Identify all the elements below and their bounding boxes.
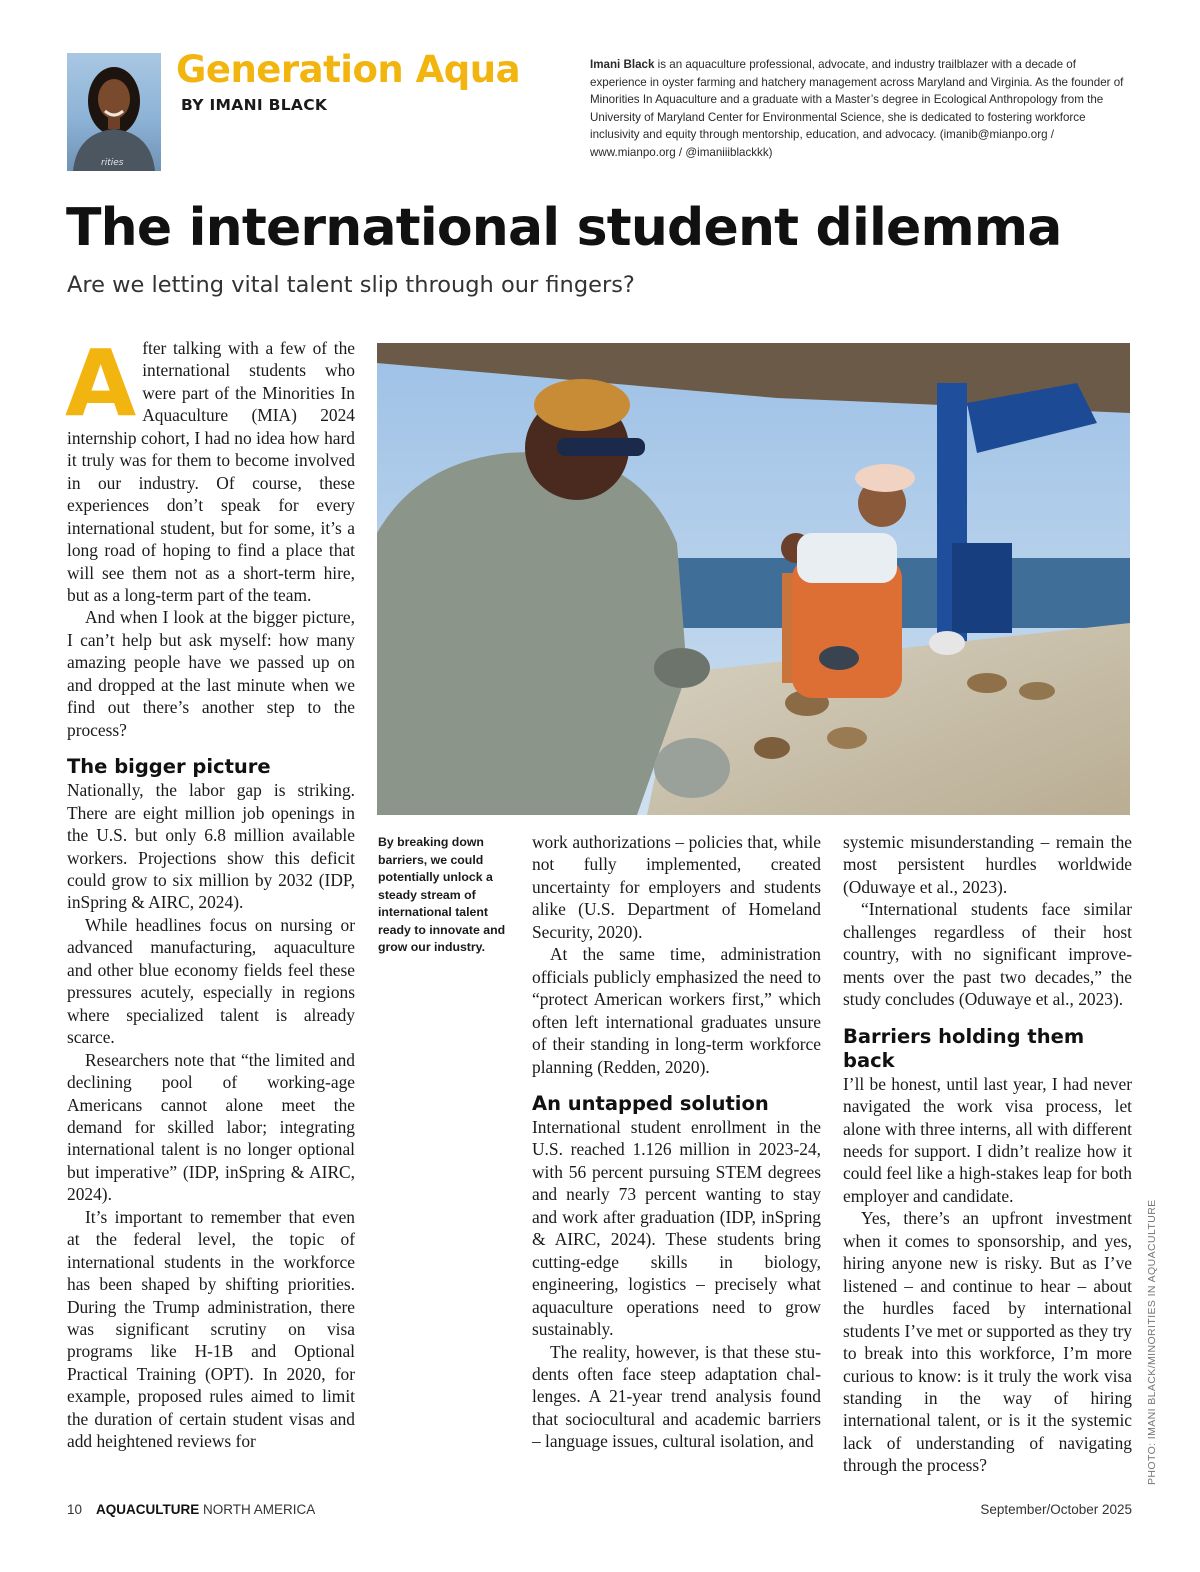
svg-text:rities: rities	[101, 158, 124, 168]
article-column-3	[843, 831, 1132, 1477]
magazine-name-bold: AQUACULTURE	[96, 1502, 200, 1517]
paragraph-4: While headlines focus on nursing or advanced manufacturing, aquaculture and other blue economy fields feel these pressures acutely, especially in regions where specialized talent is already scarce.	[67, 914, 355, 1048]
article-column-2	[532, 831, 821, 1453]
paragraph-9: The reality, however, is that these students often face steep adaptation challenges. A 21-year trend analysis found that sociocultural and academic barriers – language issues, cultural isolation, and	[532, 1341, 821, 1452]
subhead-barriers: Barriers holding them back	[843, 1024, 1085, 1072]
article-headline: The international student dilemma	[66, 198, 1062, 258]
bio-name: Imani Black	[590, 58, 655, 71]
page-number: 10	[67, 1502, 83, 1517]
author-photo	[67, 53, 161, 171]
drop-cap: A	[65, 330, 137, 437]
paragraph-3: Nationally, the labor gap is striking. There are eight million job openings in the U.S. but only 6.8 million available workers. Projections show this deficit could grow to six million by 2032 (IDP, inSpring & AIRC, 2024).	[67, 780, 355, 913]
magazine-name-rest: NORTH AMERICA	[199, 1502, 316, 1517]
paragraph-10: “International students face similar challenges regardless of their host country, with no significant improvements over the past two decades,” the study concludes (Oduwaye et al., 2023).	[843, 899, 1132, 1010]
author-bio	[590, 56, 1132, 162]
intro-paragraph	[65, 330, 355, 606]
photo-caption: By breaking down barriers, we could potentially unlock a steady stream of international talent ready to innovate and grow our industry.	[378, 835, 506, 954]
paragraph-7: At the same time, administration officials publicly emphasized the need to “protect American workers first,” which often left international graduates unsure of their standing in long-term workforce planning (Redden, 2020).	[532, 944, 821, 1077]
paragraph-2: And when I look at the bigger picture, I can’t help but ask myself: how many amazing people have we passed up on and dropped at the last minute when we find out there’s another step to the process?	[67, 607, 355, 740]
subhead-bigger-picture: The bigger picture	[67, 755, 271, 779]
oyster-workers-photo	[377, 343, 1130, 815]
paragraph-9-continued: systemic misunderstanding – remain the most persistent hurdles worldwide (Oduwaye et al., 2023).	[843, 832, 1132, 897]
paragraph-6: It’s important to remember that even at the federal level, the topic of international students in the workforce has been shaped by shifting priorities. During the Trump administration, there was significant scrutiny on visa programs like H-1B and Optional Practical Training (OPT). In 2020, for example, proposed rules aimed to limit the duration of certain student visas and add heightened reviews for	[67, 1206, 355, 1452]
paragraph-12: Yes, there’s an upfront investment when it comes to sponsorship, and yes, hiring anyone new is risky. But as I’ve listened – and continue to hear – about the hurdles faced by international students I’ve met or supported as they try to break into this workforce, I’m more curious to know: is it truly the work visa standing in the way of hiring international talent, or is it the systemic lack of understanding of navigating through the process?	[843, 1208, 1132, 1476]
paragraph-5: Researchers note that “the limited and declining pool of working-age Americans cannot alone meet the demand for skilled labor; integrating international talent is no longer optional but imperative” (IDP, inSpring & AIRC, 2024).	[67, 1049, 355, 1205]
photo-credit: PHOTO: IMANI BLACK/MINORITIES IN AQUACULTURE	[1146, 1199, 1158, 1485]
intro-text: fter talking with a few of the international students who were part of the Minorities In Aquaculture (MIA) 2024 internship cohort, I had no idea how hard it truly was for them to become involved in our industry. Of course, these experiences don’t speak for every international student, but for some, it’s a long road of hoping to find a place that will see them not as a short-term hire, but as a long-term part of the team.	[67, 338, 355, 605]
bio-text: is an aquaculture professional, advocate, and industry trailblazer with a decade of experience in oyster farming and hatchery management across Maryland and Virginia. As the founder of Minorities In Aquaculture and a graduate with a Master’s degree in Ecological Anthropology from the University of Maryland Center for Environmental Science, she is dedicated to fostering workforce inclusivity and equity through mentorship, education, and advocacy. (imanib@mianpo.org / www.mianpo.org / @imaniiiblackkk)	[590, 58, 1124, 159]
paragraph-6-continued: work authorizations – policies that, while not fully implemented, created uncertainty for employers and students alike (U.S. Department of Homeland Security, 2020).	[532, 832, 821, 942]
column-title: Generation Aqua	[176, 48, 521, 91]
byline: BY IMANI BLACK	[181, 96, 328, 114]
paragraph-8: International student enrollment in the U.S. reached 1.126 million in 2023-24, with 56 percent pursuing STEM degrees and nearly 73 percent wanting to stay and work after graduation (IDP, inSpring & AIRC, 2024). These students bring cutting-edge skills in biology, engineering, logistics – precisely what aquaculture operations need to grow sustainably.	[532, 1116, 821, 1340]
article-column-1	[65, 330, 355, 1453]
footer-folio	[67, 1502, 315, 1517]
subhead-untapped-solution: An untapped solution	[532, 1091, 769, 1115]
issue-date: September/October 2025	[980, 1502, 1132, 1517]
article-dek: Are we letting vital talent slip through our fingers?	[67, 272, 635, 298]
paragraph-11: I’ll be honest, until last year, I had never navigated the work visa process, let alone with three interns, all with different needs for support. I didn’t realize how it could feel like a high-stakes leap for both employer and candidate.	[843, 1073, 1132, 1206]
